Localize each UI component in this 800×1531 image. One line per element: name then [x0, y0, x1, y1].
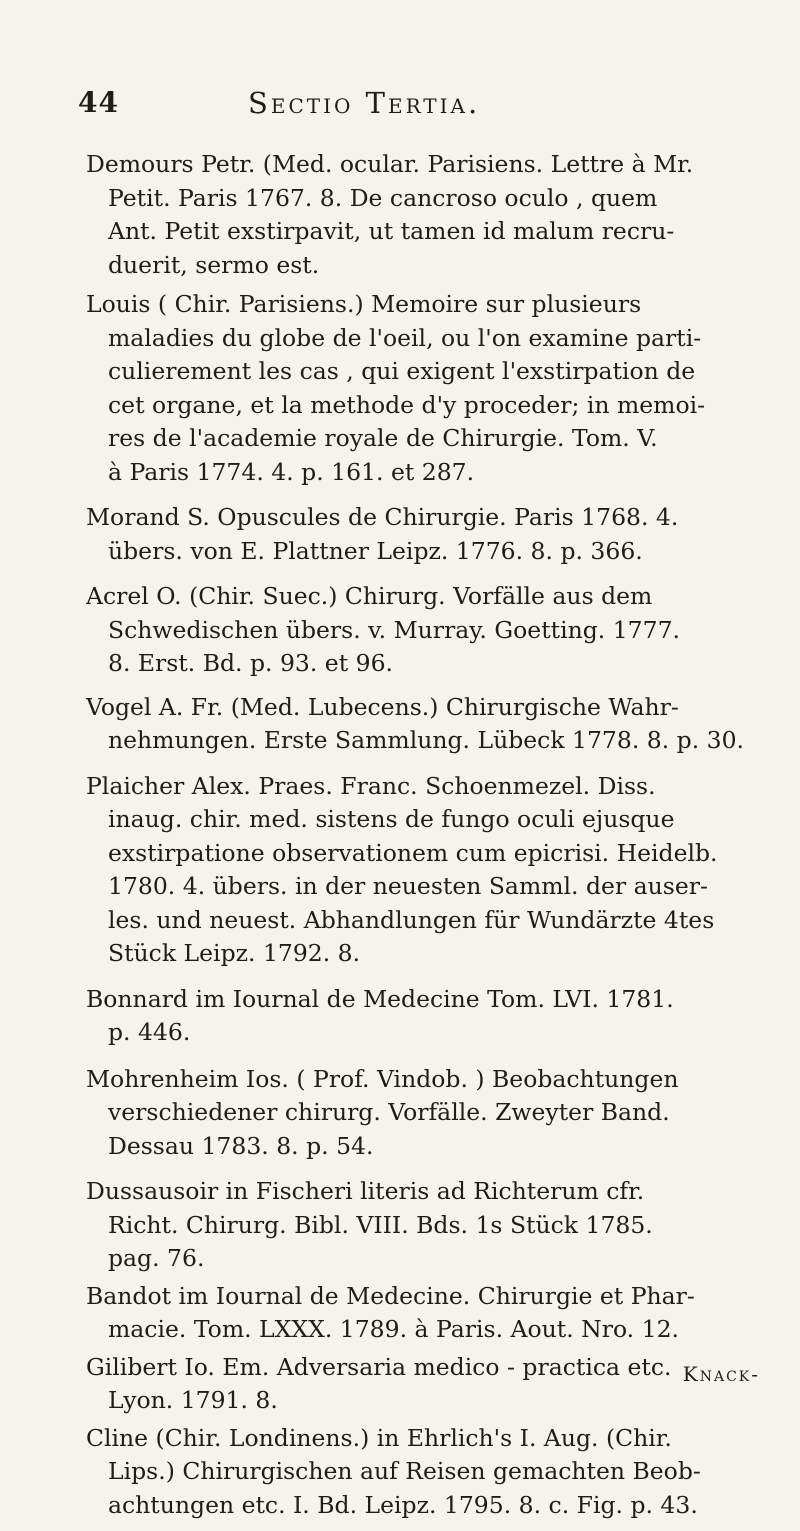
entry-line: Bandot im Iournal de Medecine. Chirurgie et Phar- — [86, 1281, 695, 1310]
bibliography-list — [86, 148, 768, 1531]
entry-line: achtungen etc. I. Bd. Leipz. 1795. 8. c. Fig. p. 43. — [108, 1490, 698, 1519]
entry-line: Stück Leipz. 1792. 8. — [108, 939, 361, 967]
entry-line: maladies du globe de l'oeil, ou l'on examine parti- — [108, 323, 702, 352]
entry-line: Gilibert Io. Em. Adversaria medico - practica etc. — [86, 1352, 672, 1381]
bibliography-entry-plaicher — [86, 770, 768, 971]
entry-line: Dussausoir in Fischeri literis ad Richterum cfr. — [86, 1177, 645, 1205]
entry-line: Cline (Chir. Londinens.) in Ehrlich's I. Aug. (Chir. — [86, 1423, 672, 1452]
page-number: 44 — [78, 86, 119, 119]
entry-line: Mohrenheim Ios. ( Prof. Vindob. ) Beobachtungen — [86, 1064, 679, 1093]
entry-line: p. 446. — [108, 1018, 191, 1046]
entry-line: inaug. chir. med. sistens de fungo oculi ejusque — [108, 805, 675, 833]
entry-line: pag. 76. — [108, 1244, 205, 1272]
entry-line: macie. Tom. LXXX. 1789. à Paris. Aout. Nro. 12. — [108, 1315, 679, 1343]
entry-line: exstirpatione observationem cum epicrisi. Heidelb. — [108, 838, 718, 867]
entry-line: Bonnard im Iournal de Medecine Tom. LVI. 1781. — [86, 984, 674, 1013]
bibliography-entry-bandot — [86, 1280, 768, 1347]
section-title: Sectio Tertia. — [248, 86, 481, 120]
bibliography-entry-dussausoir — [86, 1175, 768, 1276]
entry-line: cet organe, et la methode d'y proceder; in memoi- — [108, 390, 706, 419]
bibliography-entry-bonnard — [86, 983, 768, 1050]
entry-line: à Paris 1774. 4. p. 161. et 287. — [108, 457, 475, 486]
bibliography-entry-cline — [86, 1422, 768, 1523]
entry-line: Morand S. Opuscules de Chirurgie. Paris 1768. 4. — [86, 503, 679, 531]
running-head — [78, 86, 768, 126]
entry-line: les. und neuest. Abhandlungen für Wundärzte 4tes — [108, 905, 715, 934]
bibliography-entry-vogel — [86, 691, 768, 758]
entry-line: Acrel O. (Chir. Suec.) Chirurg. Vorfälle aus dem — [86, 582, 653, 610]
entry-line: Louis ( Chir. Parisiens.) Memoire sur plusieurs — [86, 290, 642, 318]
entry-line: Richt. Chirurg. Bibl. VIII. Bds. 1s Stück 1785. — [108, 1210, 653, 1239]
entry-line: nehmungen. Erste Sammlung. Lübeck 1778. 8. p. 30. — [108, 726, 745, 754]
entry-line: 8. Erst. Bd. p. 93. et 96. — [108, 649, 393, 677]
entry-line: übers. von E. Plattner Leipz. 1776. 8. p. 366. — [108, 536, 643, 565]
entry-line: duerit, sermo est. — [108, 250, 320, 279]
entry-line: Demours Petr. (Med. ocular. Parisiens. Lettre à Mr. — [86, 150, 694, 178]
catchword: Knack- — [682, 1362, 760, 1386]
bibliography-entry-morand — [86, 501, 768, 568]
entry-line: Plaicher Alex. Praes. Franc. Schoenmezel. Diss. — [86, 771, 656, 800]
entry-line: Lyon. 1791. 8. — [108, 1386, 278, 1414]
entry-line: verschiedener chirurg. Vorfälle. Zweyter Band. — [108, 1098, 670, 1126]
bibliography-entry-acrel — [86, 580, 768, 681]
entry-line: Schwedischen übers. v. Murray. Goetting. 1777. — [108, 615, 680, 644]
bibliography-entry-louis — [86, 288, 768, 489]
entry-line: Vogel A. Fr. (Med. Lubecens.) Chirurgische Wahr- — [86, 692, 679, 721]
entry-line: res de l'academie royale de Chirurgie. Tom. V. — [108, 424, 658, 452]
entry-line: Ant. Petit exstirpavit, ut tamen id malum recru- — [108, 217, 675, 245]
entry-line: Petit. Paris 1767. 8. De cancroso oculo , quem — [108, 183, 658, 212]
entry-line: Dessau 1783. 8. p. 54. — [108, 1131, 374, 1160]
entry-line: 1780. 4. übers. in der neuesten Samml. der auser- — [108, 872, 708, 900]
entry-line: culierement les cas , qui exigent l'exstirpation de — [108, 357, 696, 385]
entry-line: Lips.) Chirurgischen auf Reisen gemachten Beob- — [108, 1457, 701, 1485]
bibliography-entry-gilibert — [86, 1351, 768, 1418]
bibliography-entry-mohrenheim — [86, 1063, 768, 1164]
bibliography-entry-demours — [86, 148, 768, 282]
